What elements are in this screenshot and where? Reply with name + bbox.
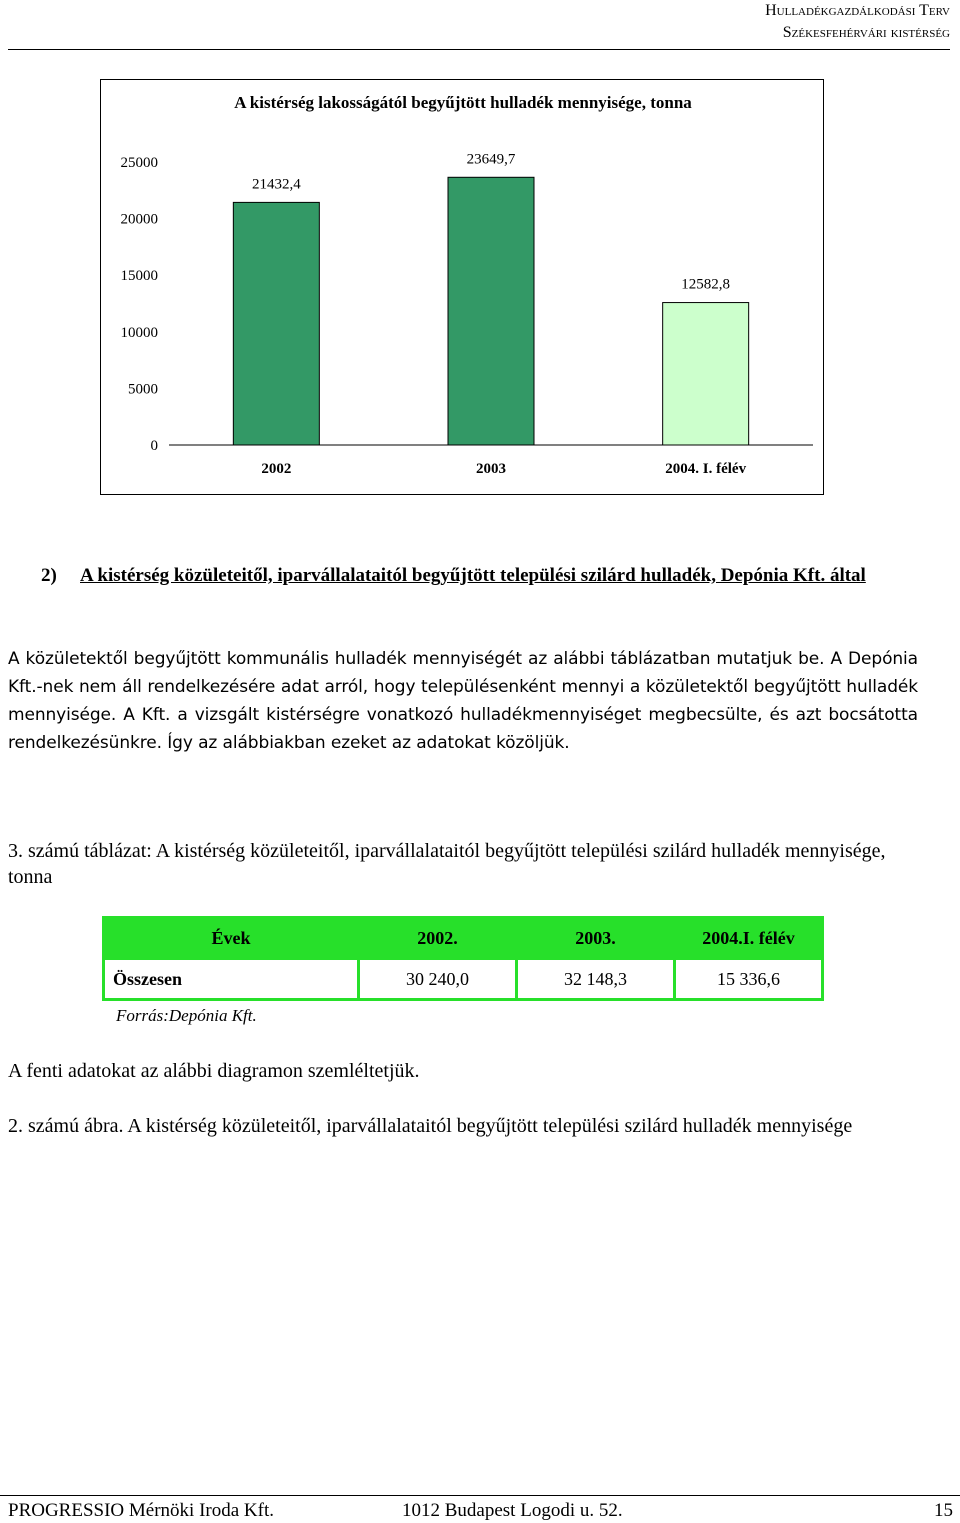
table-row-label: Összesen [104,959,359,1000]
y-tick-label: 15000 [120,268,158,285]
y-tick-label: 20000 [120,211,158,228]
section-number: 2) [41,565,57,586]
bar [233,202,319,445]
table-header-cell: 2003. [517,918,675,959]
bar [448,177,534,445]
footer-company: PROGRESSIO Mérnöki Iroda Kft. [8,1500,274,1521]
section-heading [41,562,919,589]
table-cell: 32 148,3 [517,959,675,1000]
y-tick-labels [121,155,159,454]
footer-rule [0,1495,960,1496]
table-source: Forrás:Depónia Kft. [116,1006,257,1025]
bar [663,303,749,445]
table-cell: 15 336,6 [675,959,823,1000]
x-tick-labels [261,461,746,477]
data-label: 21432,4 [251,176,301,193]
y-tick-label: 10000 [120,324,158,341]
header-rule [8,49,950,50]
table-header-row [104,918,823,959]
bars [233,177,748,445]
x-tick-label: 2003 [476,461,506,477]
table-header-cell: 2002. [359,918,517,959]
x-tick-label: 2002 [261,461,292,477]
y-tick-label: 5000 [128,381,158,398]
figure-caption: 2. számú ábra. A kistérség közületeitől, iparvállalataitól begyűjtött települési szilárd hulladék mennyisége [8,1115,853,1137]
header-title: Hulladékgazdálkodási Terv [765,2,950,19]
table-caption: 3. számú táblázat: A kistérség közületeitől, iparvállalataitól begyűjtött települési szilárd hulladék mennyisége, tonna [8,840,886,888]
data-label: 12582,8 [681,276,731,293]
chart-title: A kistérség lakosságától begyűjtött hulladék mennyisége, tonna [234,93,692,112]
footer-address: 1012 Budapest Logodi u. 52. [402,1500,623,1521]
page-number: 15 [934,1500,953,1521]
body-paragraph: A közületektől begyűjtött kommunális hulladék mennyiségét az alábbi táblázatban mutatjuk be. A Depónia Kft.-nek nem áll rendelkezésére adat arról, hogy településenként mennyi a közületektől begyűjtött hulladék mennyisége. A Kft. a vizsgált kistérségre vonatkozó hulladékmennyiséget megbecsülte, és azt bocsátotta rendelkezésünkre. Így az alábbiakban ezeket az adatokat közöljük. [8,649,918,753]
data-label: 23649,7 [466,151,516,168]
chart-canvas [101,80,823,494]
table-row [104,959,823,1000]
section-heading-text: A kistérség közületeitől, iparvállalataitól begyűjtött települési szilárd hulladék, Depónia Kft. által [80,565,866,586]
y-tick-label: 0 [150,438,158,454]
table-header-cell: Évek [104,918,359,959]
diagram-intro: A fenti adatokat az alábbi diagramon szemléltetjük. [8,1060,420,1082]
header-subtitle: Székesfehérvári kistérség [782,24,950,41]
bar-chart [100,79,824,495]
y-tick-label: 25000 [120,155,158,171]
table-header-cell: 2004.I. félév [675,918,823,959]
table-cell: 30 240,0 [359,959,517,1000]
x-tick-label: 2004. I. félév [665,461,747,477]
page-header [0,0,950,44]
data-table [102,916,824,1001]
